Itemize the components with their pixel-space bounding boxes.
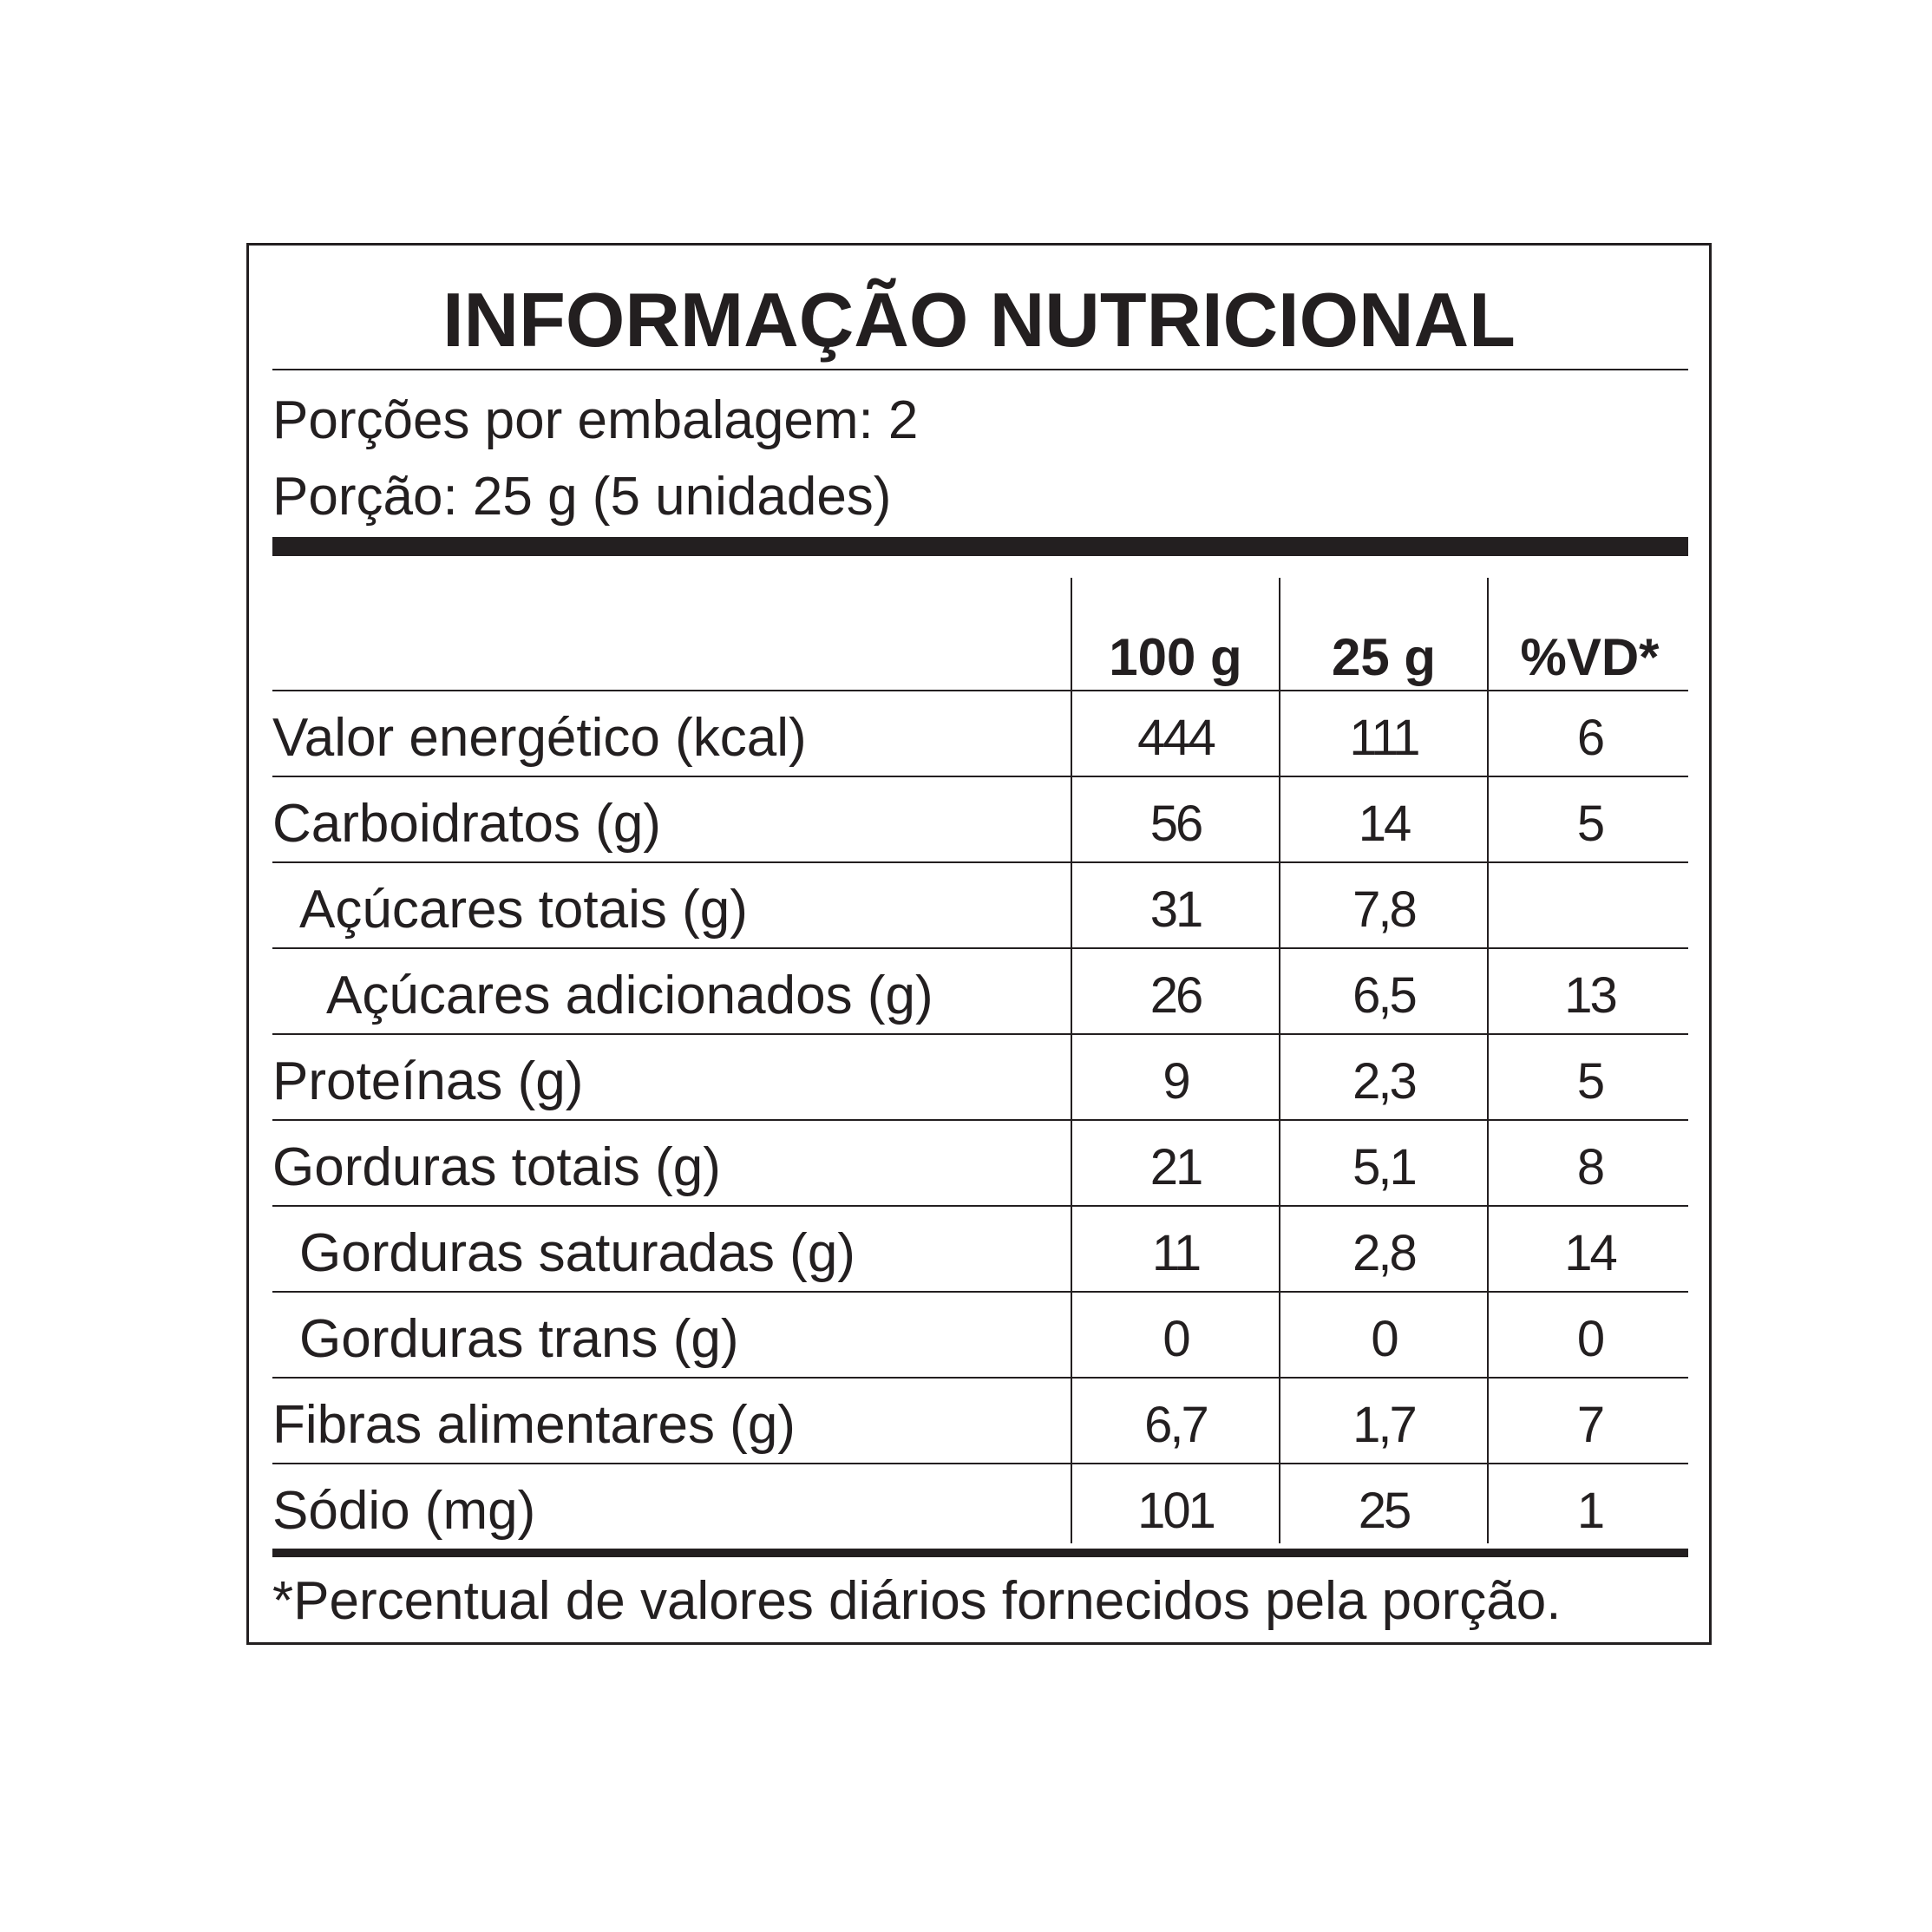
- value-per-serving: 2,8: [1352, 1225, 1415, 1281]
- nutrient-name: Valor energético (kcal): [272, 708, 807, 768]
- value-percent-dv: 8: [1576, 1139, 1603, 1195]
- value-per-100g: 26: [1149, 967, 1202, 1024]
- value-percent-dv: 5: [1576, 1053, 1603, 1110]
- nutrient-row: [272, 1207, 1688, 1293]
- value-per-100g: 21: [1149, 1139, 1202, 1195]
- value-per-serving: 25: [1358, 1483, 1410, 1539]
- nutrient-name: Carboidratos (g): [272, 794, 661, 854]
- value-percent-dv: 1: [1576, 1483, 1603, 1539]
- value-per-100g: 101: [1137, 1483, 1214, 1539]
- nutrient-name: Açúcares adicionados (g): [326, 966, 933, 1025]
- value-percent-dv: 5: [1576, 796, 1603, 852]
- value-per-100g: 31: [1149, 881, 1202, 938]
- column-header-vd: %VD*: [1520, 628, 1660, 686]
- nutrient-name: Gorduras trans (g): [299, 1309, 739, 1369]
- value-percent-dv: 14: [1564, 1225, 1615, 1281]
- value-percent-dv: 0: [1576, 1311, 1603, 1367]
- nutrient-row: [272, 691, 1688, 777]
- serving-divider: [272, 537, 1688, 556]
- value-per-100g: 11: [1151, 1225, 1200, 1281]
- title-divider: [272, 369, 1688, 370]
- nutrition-facts-label: [246, 243, 1712, 1645]
- value-percent-dv: 6: [1576, 710, 1603, 766]
- value-per-100g: 0: [1162, 1311, 1189, 1367]
- nutrient-row: [272, 777, 1688, 863]
- table-bottom-divider: [272, 1549, 1688, 1557]
- value-per-serving: 7,8: [1352, 881, 1415, 938]
- nutrient-row: [272, 1379, 1688, 1464]
- nutrient-name: Fibras alimentares (g): [272, 1395, 796, 1455]
- value-per-100g: 6,7: [1144, 1397, 1207, 1453]
- nutrient-row: [272, 1035, 1688, 1121]
- footnote: *Percentual de valores diários fornecidos pela porção.: [272, 1571, 1562, 1631]
- nutrient-row: [272, 1121, 1688, 1207]
- nutrient-row: [272, 1464, 1688, 1550]
- nutrient-row: [272, 949, 1688, 1035]
- value-per-serving: 111: [1349, 710, 1418, 766]
- value-percent-dv: [1489, 863, 1691, 949]
- column-header-serving: 25 g: [1331, 628, 1437, 686]
- label-title: INFORMAÇÃO NUTRICIONAL: [442, 277, 1516, 363]
- nutrient-name: Proteínas (g): [272, 1051, 584, 1111]
- column-header-100g: 100 g: [1109, 628, 1242, 686]
- nutrient-name: Sódio (mg): [272, 1481, 536, 1541]
- nutrient-name: Gorduras totais (g): [272, 1137, 721, 1197]
- value-per-serving: 0: [1371, 1311, 1397, 1367]
- nutrient-name: Açúcares totais (g): [299, 880, 748, 940]
- value-per-serving: 2,3: [1352, 1053, 1415, 1110]
- nutrient-row: [272, 1293, 1688, 1379]
- value-per-serving: 5,1: [1352, 1139, 1415, 1195]
- value-per-serving: 1,7: [1352, 1397, 1415, 1453]
- value-per-100g: 444: [1137, 710, 1214, 766]
- value-per-100g: 9: [1162, 1053, 1189, 1110]
- serving-size: Porção: 25 g (5 unidades): [272, 467, 892, 527]
- value-per-serving: 6,5: [1352, 967, 1415, 1024]
- value-per-100g: 56: [1149, 796, 1202, 852]
- servings-per-package: Porções por embalagem: 2: [272, 390, 919, 450]
- value-percent-dv: 7: [1576, 1397, 1603, 1453]
- value-percent-dv: 13: [1564, 967, 1615, 1024]
- nutrient-row: [272, 863, 1688, 949]
- nutrient-name: Gorduras saturadas (g): [299, 1223, 855, 1283]
- value-per-serving: 14: [1358, 796, 1410, 852]
